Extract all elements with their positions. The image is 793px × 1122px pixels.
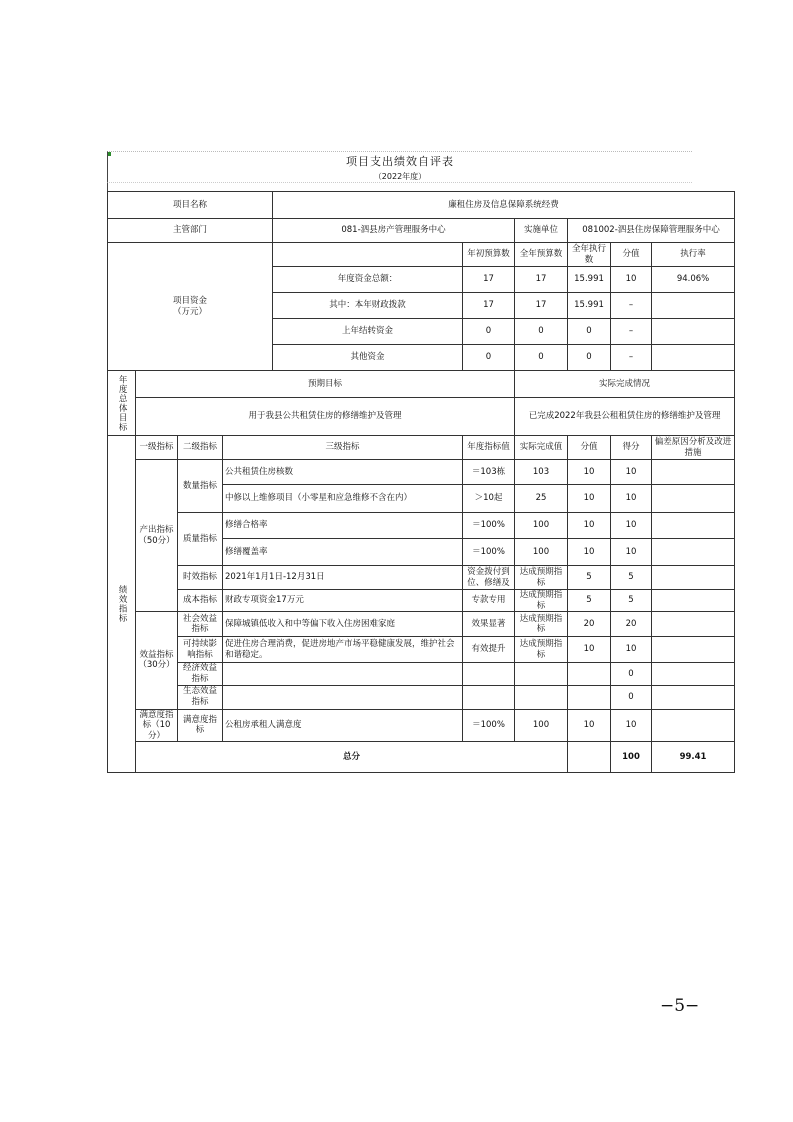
perf-header: 得分 <box>611 436 652 460</box>
indicator-target: 效果显著 <box>463 612 515 637</box>
eco-indicator-label: 生态效益指标 <box>178 685 223 709</box>
indicator-target: ＝100% <box>463 709 515 742</box>
funds-row-label: 其中：本年财政拨款 <box>273 293 463 319</box>
funds-cell: 94.06% <box>652 267 735 293</box>
indicator-got: 0 <box>611 663 652 685</box>
funds-cell: 17 <box>463 267 515 293</box>
funds-header-row <box>108 243 735 267</box>
total-label: 总分 <box>136 742 568 773</box>
perf-row <box>108 566 735 590</box>
evaluation-table <box>107 191 735 773</box>
indicator-name: 2021年1月1日-12月31日 <box>223 566 463 590</box>
perf-header: 一级指标 <box>136 436 178 460</box>
satisfaction-indicator-label: 满意度指标（10分） <box>136 709 178 742</box>
actual-goal: 已完成2022年我县公租租赁住房的修缮维护及管理 <box>515 398 735 436</box>
goals-label <box>108 371 136 436</box>
perf-row <box>108 612 735 637</box>
indicator-got: 10 <box>611 709 652 742</box>
indicator-target: 资金拨付到位、修缮及 <box>463 566 515 590</box>
indicator-actual: 100 <box>515 539 568 566</box>
funds-cell: 17 <box>515 293 568 319</box>
funds-cell: – <box>611 319 652 345</box>
indicator-got: 10 <box>611 513 652 539</box>
indicator-got: 10 <box>611 460 652 485</box>
indicator-got: 10 <box>611 539 652 566</box>
actual-goal-label: 实际完成情况 <box>515 371 735 398</box>
time-indicator-label: 时效指标 <box>178 566 223 590</box>
quantity-indicator-label: 数量指标 <box>178 460 223 513</box>
indicator-note <box>652 590 735 612</box>
total-got: 99.41 <box>652 742 735 773</box>
indicator-score: 10 <box>568 485 611 513</box>
funds-cell <box>652 319 735 345</box>
funds-row-label: 年度资金总额： <box>273 267 463 293</box>
indicator-got: 0 <box>611 685 652 709</box>
indicator-score: 10 <box>568 460 611 485</box>
indicator-actual: 达成预期指标 <box>515 566 568 590</box>
goals-header-row <box>108 371 735 398</box>
perf-row <box>108 513 735 539</box>
goals-label-text: 年度总体目标 <box>117 374 128 432</box>
funds-cell: – <box>611 345 652 371</box>
indicator-actual: 103 <box>515 460 568 485</box>
indicator-got: 10 <box>611 485 652 513</box>
funds-cell: 10 <box>611 267 652 293</box>
indicator-note <box>652 485 735 513</box>
perf-header: 三级指标 <box>223 436 463 460</box>
sheet-year: （2022年度） <box>107 171 692 182</box>
indicator-got: 10 <box>611 637 652 663</box>
impl-value: 081002-泗县住房保障管理服务中心 <box>568 219 735 243</box>
perf-row <box>108 460 735 485</box>
indicator-score: 10 <box>568 539 611 566</box>
indicator-name: 保障城镇低收入和中等偏下收入住房困难家庭 <box>223 612 463 637</box>
indicator-actual: 100 <box>515 513 568 539</box>
perf-row <box>108 685 735 709</box>
indicator-actual: 达成预期指标 <box>515 612 568 637</box>
indicator-target <box>463 663 515 685</box>
funds-header: 全年预算数 <box>515 243 568 267</box>
impl-label: 实施单位 <box>515 219 568 243</box>
funds-header: 年初预算数 <box>463 243 515 267</box>
indicator-score <box>568 663 611 685</box>
perf-header: 偏差原因分析及改进措施 <box>652 436 735 460</box>
funds-cell: 0 <box>463 319 515 345</box>
funds-row-label: 其他资金 <box>273 345 463 371</box>
funds-row-label: 上年结转资金 <box>273 319 463 345</box>
sustain-indicator-label: 可持续影响指标 <box>178 637 223 663</box>
indicator-target: 专款专用 <box>463 590 515 612</box>
project-name-value: 廉租住房及信息保障系统经费 <box>273 192 735 219</box>
indicator-name: 中修以上维修项目（小零星和应急维修不含在内） <box>223 485 463 513</box>
expected-goal: 用于我县公共租赁住房的修缮维护及管理 <box>136 398 515 436</box>
indicator-name: 修缮覆盖率 <box>223 539 463 566</box>
sheet-title: 项目支出绩效自评表 <box>346 155 454 168</box>
expected-goal-label: 预期目标 <box>136 371 515 398</box>
perf-label-text: 绩效指标 <box>117 585 128 624</box>
indicator-target: ＝103栋 <box>463 460 515 485</box>
indicator-target <box>463 685 515 709</box>
indicator-actual <box>515 685 568 709</box>
indicator-target: ＞10起 <box>463 485 515 513</box>
perf-row <box>108 663 735 685</box>
indicator-note <box>652 685 735 709</box>
indicator-got: 5 <box>611 590 652 612</box>
indicator-name <box>223 663 463 685</box>
indicator-score <box>568 685 611 709</box>
social-indicator-label: 社会效益指标 <box>178 612 223 637</box>
indicator-score: 5 <box>568 590 611 612</box>
indicator-name: 修缮合格率 <box>223 513 463 539</box>
sheet-title-row <box>107 151 692 171</box>
project-name-row <box>108 192 735 219</box>
indicator-actual: 25 <box>515 485 568 513</box>
evaluation-sheet <box>107 151 732 773</box>
funds-cell: 17 <box>515 267 568 293</box>
indicator-name: 公租房承租人满意度 <box>223 709 463 742</box>
perf-row <box>108 590 735 612</box>
indicator-score: 10 <box>568 637 611 663</box>
output-indicator-label: 产出指标 （50分） <box>136 460 178 612</box>
indicator-score: 20 <box>568 612 611 637</box>
department-label: 主管部门 <box>108 219 273 243</box>
indicator-got: 20 <box>611 612 652 637</box>
project-name-label: 项目名称 <box>108 192 273 219</box>
indicator-got: 5 <box>611 566 652 590</box>
indicator-actual: 达成预期指标 <box>515 590 568 612</box>
indicator-actual: 100 <box>515 709 568 742</box>
indicator-name: 促进住房合理消费，促进房地产市场平稳健康发展，维护社会和谐稳定。 <box>223 637 463 663</box>
funds-cell: 0 <box>515 345 568 371</box>
economic-indicator-label: 经济效益指标 <box>178 663 223 685</box>
funds-cell: 15.991 <box>568 293 611 319</box>
total-row <box>108 742 735 773</box>
indicator-name <box>223 685 463 709</box>
goals-content-row <box>108 398 735 436</box>
indicator-note <box>652 663 735 685</box>
funds-label: 项目资金 （万元） <box>108 243 273 371</box>
indicator-note <box>652 539 735 566</box>
department-value: 081-泗县房产管理服务中心 <box>273 219 515 243</box>
perf-header-row <box>108 436 735 460</box>
indicator-score: 10 <box>568 709 611 742</box>
indicator-actual: 达成预期指标 <box>515 637 568 663</box>
funds-header: 全年执行数 <box>568 243 611 267</box>
indicator-target: ＝100% <box>463 539 515 566</box>
indicator-target: 有效提升 <box>463 637 515 663</box>
funds-cell <box>652 345 735 371</box>
department-row <box>108 219 735 243</box>
perf-row <box>108 637 735 663</box>
perf-header: 分值 <box>568 436 611 460</box>
indicator-score: 5 <box>568 566 611 590</box>
indicator-name: 财政专项资金17万元 <box>223 590 463 612</box>
cell-marker <box>108 152 115 156</box>
funds-header: 分值 <box>611 243 652 267</box>
perf-header: 年度指标值 <box>463 436 515 460</box>
indicator-note <box>652 709 735 742</box>
indicator-actual <box>515 663 568 685</box>
total-score: 100 <box>611 742 652 773</box>
perf-header: 二级指标 <box>178 436 223 460</box>
perf-row <box>108 709 735 742</box>
funds-cell: 0 <box>568 345 611 371</box>
indicator-note <box>652 612 735 637</box>
funds-cell: 0 <box>463 345 515 371</box>
quality-indicator-label: 质量指标 <box>178 513 223 566</box>
funds-header-blank <box>273 243 463 267</box>
total-blank <box>568 742 611 773</box>
effect-indicator-label: 效益指标 （30分） <box>136 612 178 709</box>
funds-header: 执行率 <box>652 243 735 267</box>
funds-cell: 17 <box>463 293 515 319</box>
funds-cell: 15.991 <box>568 267 611 293</box>
indicator-note <box>652 460 735 485</box>
satisfaction-sub-label: 满意度指标 <box>178 709 223 742</box>
indicator-name: 公共租赁住房核数 <box>223 460 463 485</box>
page-number: −5− <box>660 996 700 1016</box>
indicator-score: 10 <box>568 513 611 539</box>
funds-cell: 0 <box>515 319 568 345</box>
funds-cell: 0 <box>568 319 611 345</box>
funds-cell: – <box>611 293 652 319</box>
indicator-target: ＝100% <box>463 513 515 539</box>
perf-label <box>108 436 136 773</box>
perf-header: 实际完成值 <box>515 436 568 460</box>
funds-cell <box>652 293 735 319</box>
indicator-note <box>652 513 735 539</box>
indicator-note <box>652 566 735 590</box>
cost-indicator-label: 成本指标 <box>178 590 223 612</box>
spacer-row <box>107 182 692 191</box>
indicator-note <box>652 637 735 663</box>
